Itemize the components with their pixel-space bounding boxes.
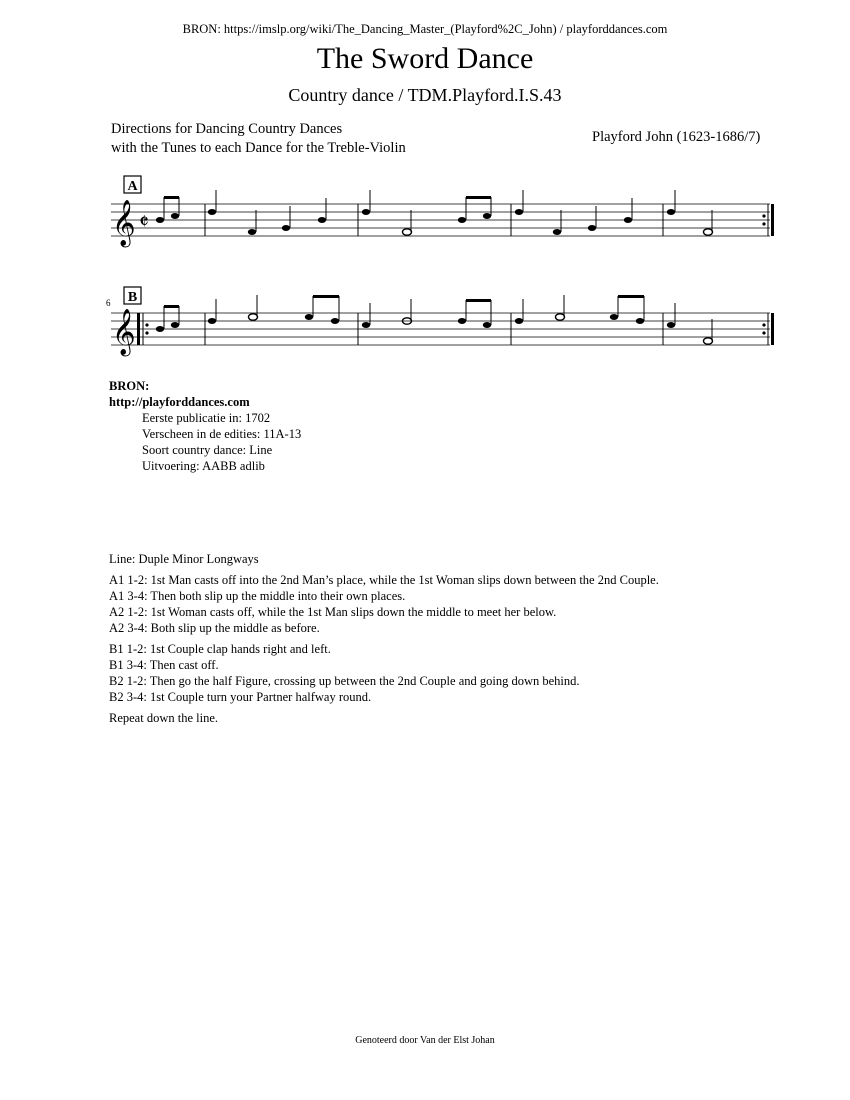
- footer-credit: Genoteerd door Van der Elst Johan: [355, 1035, 495, 1046]
- instruction-line: A1 1-2: 1st Man casts off into the 2nd Man’s place, while the 1st Woman slips down between the 2nd Couple.: [109, 573, 659, 587]
- treble-clef-icon: 𝄞: [112, 200, 136, 246]
- treble-clef-icon: 𝄞: [112, 309, 136, 355]
- source-url: http://playforddances.com: [109, 395, 250, 409]
- rehearsal-mark: A: [127, 179, 138, 194]
- rehearsal-mark-box: [124, 287, 141, 305]
- rehearsal-mark-box: [124, 176, 141, 194]
- info-line: Uitvoering: AABB adlib: [142, 459, 265, 473]
- staff-b: [0, 282, 850, 382]
- instruction-line: A2 1-2: 1st Woman casts off, while the 1st Man slips down the middle to meet her below.: [109, 605, 557, 619]
- time-signature: 𝄵: [139, 210, 149, 235]
- directions-line: Directions for Dancing Country Dances: [111, 121, 343, 137]
- source-info: [109, 378, 301, 474]
- subtitle: Country dance / TDM.Playford.I.S.43: [288, 85, 562, 105]
- rehearsal-mark: B: [127, 290, 138, 305]
- instruction-line: A1 3-4: Then both slip up the middle into their own places.: [109, 589, 406, 603]
- page-title: The Sword Dance: [316, 42, 534, 75]
- instruction-line: A2 3-4: Both slip up the middle as before.: [109, 621, 320, 635]
- closing-line: Repeat down the line.: [109, 711, 218, 725]
- notes: [137, 295, 774, 345]
- formation: Line: Duple Minor Longways: [109, 552, 259, 566]
- staff-lines: [111, 313, 770, 345]
- composer: Playford John (1623-1686/7): [592, 129, 761, 145]
- info-line: Verscheen in de edities: 11A-13: [142, 427, 302, 441]
- instruction-line: B1 3-4: Then cast off.: [109, 658, 219, 672]
- source-heading: BRON:: [109, 379, 150, 393]
- instruction-line: B2 3-4: 1st Couple turn your Partner halfway round.: [109, 690, 372, 704]
- info-line: Eerste publicatie in: 1702: [142, 411, 271, 425]
- notes: [156, 190, 774, 236]
- measure-number: 6: [106, 298, 111, 308]
- info-line: Soort country dance: Line: [142, 443, 273, 457]
- directions-line: with the Tunes to each Dance for the Treble-Violin: [111, 140, 406, 156]
- staff-a: [0, 170, 850, 270]
- dance-instructions: [109, 551, 659, 726]
- directions-text: [111, 120, 406, 158]
- source-line: BRON: https://imslp.org/wiki/The_Dancing_Master_(Playford%2C_John) / playforddances.com: [182, 22, 668, 36]
- instruction-line: B1 1-2: 1st Couple clap hands right and left.: [109, 642, 331, 656]
- staff-lines: [111, 204, 770, 236]
- instruction-line: B2 1-2: Then go the half Figure, crossing up between the 2nd Couple and going down behind.: [109, 674, 580, 688]
